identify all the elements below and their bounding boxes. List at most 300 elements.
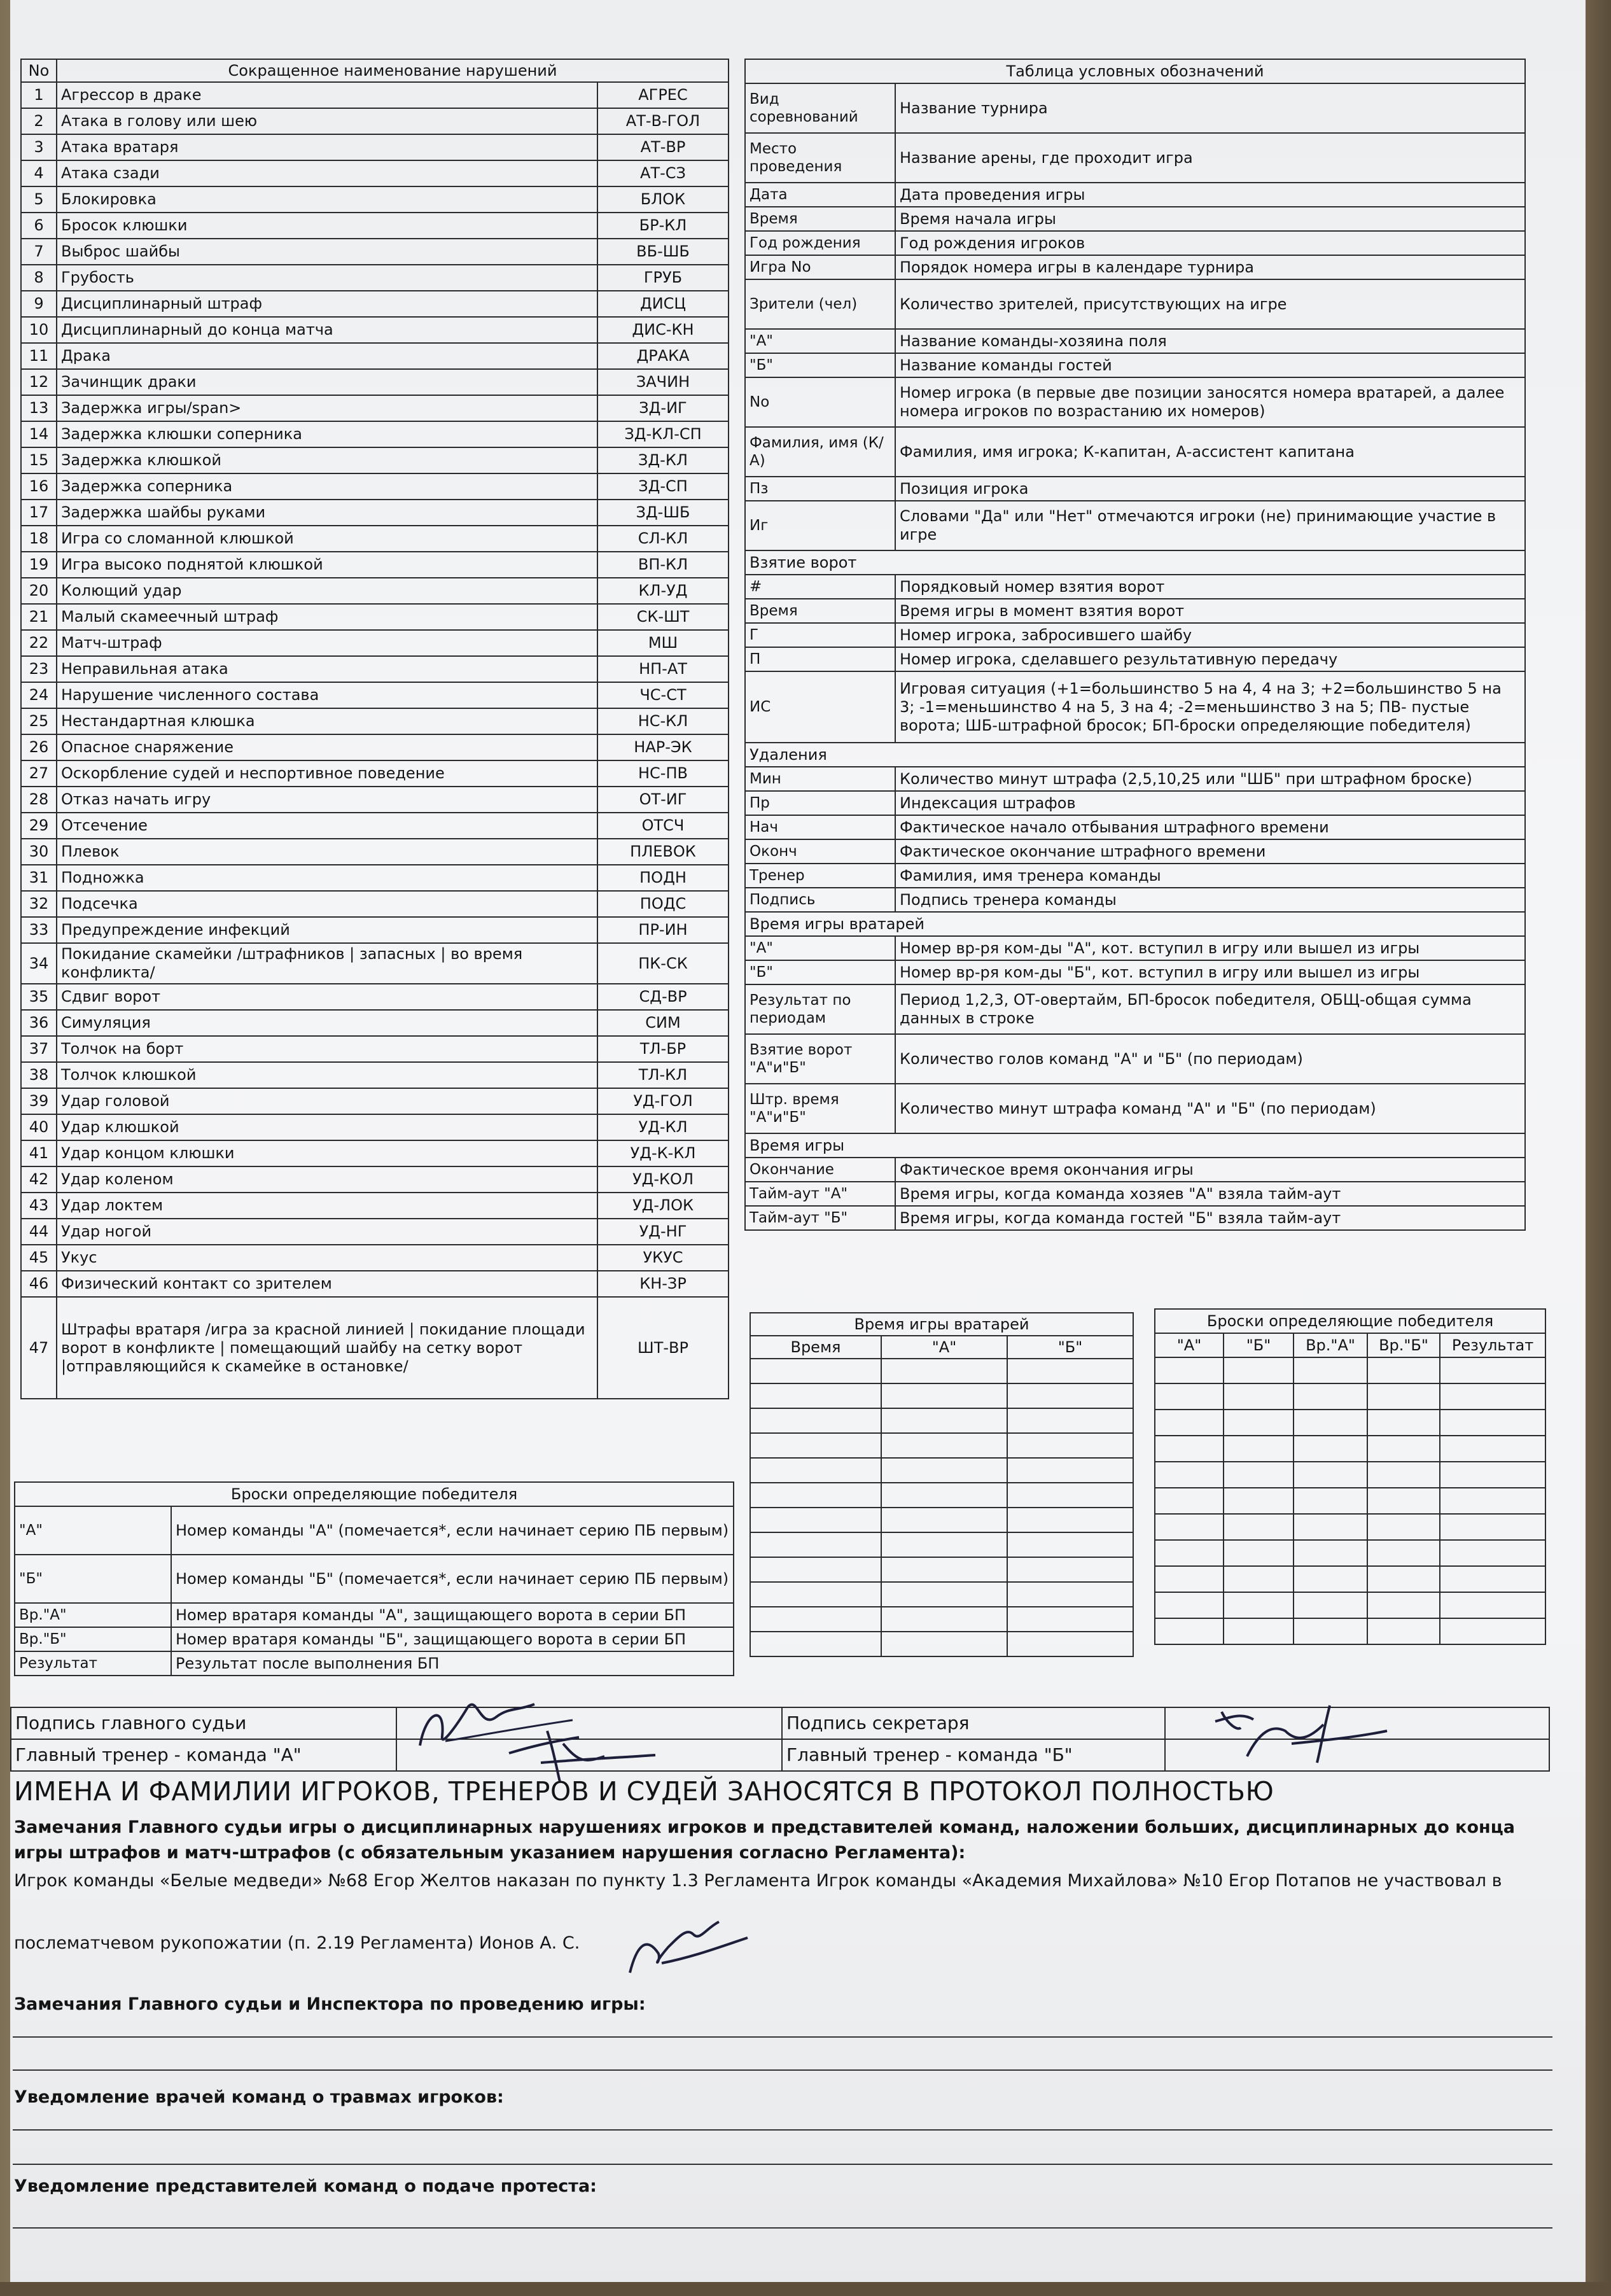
legend-key: Оконч: [745, 839, 895, 864]
goalie-time-cell[interactable]: [1007, 1557, 1133, 1582]
shootout-cell[interactable]: [1224, 1383, 1294, 1410]
shootout-cell[interactable]: [1294, 1436, 1367, 1462]
shootout-cell[interactable]: [1294, 1540, 1367, 1566]
table-row: [750, 1607, 1133, 1632]
shootout-cell[interactable]: [1367, 1436, 1440, 1462]
violation-number: 10: [21, 317, 57, 343]
violation-name: Отказ начать игру: [57, 787, 597, 813]
shootout-legend-key: "А": [15, 1506, 171, 1555]
shootout-cell[interactable]: [1224, 1592, 1294, 1618]
goalie-time-header: Время: [750, 1336, 881, 1359]
legend-key: Дата: [745, 183, 895, 207]
legend-description: Фактическое окончание штрафного времени: [895, 839, 1525, 864]
shootout-cell[interactable]: [1440, 1540, 1545, 1566]
violation-abbreviation: ЗД-КЛ: [597, 447, 729, 473]
shootout-cell[interactable]: [1367, 1592, 1440, 1618]
shootout-result-header: Результат: [1440, 1333, 1545, 1357]
legend-row: [745, 984, 1525, 1034]
legend-row: [745, 255, 1525, 279]
shootout-cell[interactable]: [1440, 1383, 1545, 1410]
goalie-time-cell[interactable]: [1007, 1532, 1133, 1557]
shootout-cell[interactable]: [1367, 1357, 1440, 1383]
shootout-grid-title: Броски определяющие победителя: [1155, 1309, 1545, 1333]
violation-number: 30: [21, 839, 57, 865]
violation-name: Удар головой: [57, 1088, 597, 1114]
goalie-time-cell[interactable]: [750, 1483, 881, 1508]
legend-key: Год рождения: [745, 231, 895, 255]
legend-section-title: Время игры: [745, 1133, 1525, 1158]
violation-abbreviation: ВБ-ШБ: [597, 239, 729, 265]
table-row: [1155, 1488, 1545, 1514]
violation-number: 37: [21, 1036, 57, 1062]
violation-abbreviation: ОТСЧ: [597, 813, 729, 839]
violation-name: Неправильная атака: [57, 656, 597, 682]
violation-number: 44: [21, 1219, 57, 1245]
goalie-time-cell[interactable]: [1007, 1582, 1133, 1607]
shootout-cell[interactable]: [1224, 1357, 1294, 1383]
legend-description: Время начала игры: [895, 207, 1525, 231]
violation-name: Удар коленом: [57, 1166, 597, 1193]
legend-row: [745, 1206, 1525, 1230]
legend-section-row: [745, 1133, 1525, 1158]
legend-key: Окончание: [745, 1158, 895, 1182]
shootout-cell[interactable]: [1155, 1540, 1224, 1566]
goalie-time-cell[interactable]: [1007, 1408, 1133, 1433]
table-row: [21, 865, 729, 891]
legend-row: [745, 960, 1525, 984]
goalie-time-cell[interactable]: [881, 1359, 1007, 1383]
shootout-cell[interactable]: [1224, 1462, 1294, 1488]
violation-abbreviation: НС-ПВ: [597, 760, 729, 787]
shootout-grid-table: [1154, 1308, 1546, 1645]
shootout-cell[interactable]: [1367, 1462, 1440, 1488]
shootout-cell[interactable]: [1440, 1566, 1545, 1592]
shootout-legend-key: Вр."Б": [15, 1627, 171, 1651]
table-row: [21, 787, 729, 813]
shootout-cell[interactable]: [1224, 1488, 1294, 1514]
goalie-time-cell[interactable]: [1007, 1383, 1133, 1408]
goalie-time-cell[interactable]: [750, 1532, 881, 1557]
shootout-cell[interactable]: [1440, 1410, 1545, 1436]
goalie-time-cell[interactable]: [750, 1408, 881, 1433]
legend-row: [745, 427, 1525, 477]
shootout-cell[interactable]: [1155, 1514, 1224, 1540]
shootout-cell[interactable]: [1367, 1566, 1440, 1592]
table-row: [21, 213, 729, 239]
legend-key: Время: [745, 599, 895, 623]
goalie-time-cell[interactable]: [750, 1359, 881, 1383]
shootout-cell[interactable]: [1294, 1514, 1367, 1540]
legend-description: Индексация штрафов: [895, 791, 1525, 815]
shootout-legend-row: [15, 1506, 734, 1555]
legend-key: Фамилия, имя (К/А): [745, 427, 895, 477]
table-row: [21, 1036, 729, 1062]
legend-description: Фамилия, имя игрока; К-капитан, А-ассистент капитана: [895, 427, 1525, 477]
protest-heading: Уведомление представителей команд о подаче протеста:: [14, 2176, 597, 2196]
legend-row: [745, 1182, 1525, 1206]
legend-section-row: [745, 912, 1525, 936]
table-row: [21, 917, 729, 943]
shootout-cell[interactable]: [1440, 1462, 1545, 1488]
violation-number: 1: [21, 82, 57, 108]
legend-description: Порядковый номер взятия ворот: [895, 575, 1525, 599]
goalie-time-cell[interactable]: [750, 1458, 881, 1483]
table-row: [21, 134, 729, 160]
table-row: [21, 734, 729, 760]
legend-description: Номер игрока (в первые две позиции заносятся номера вратарей, а далее номера игроков по возрастанию их номеров): [895, 377, 1525, 427]
shootout-cell[interactable]: [1367, 1383, 1440, 1410]
table-row: [21, 760, 729, 787]
remarks-text-line-2: послематчевом рукопожатии (п. 2.19 Регламента) Ионов А. С.: [14, 1933, 580, 1953]
violation-name: Агрессор в драке: [57, 82, 597, 108]
violation-abbreviation: ТЛ-КЛ: [597, 1062, 729, 1088]
shootout-goalie-b-header: Вр."Б": [1367, 1333, 1440, 1357]
legend-section-row: [745, 550, 1525, 575]
table-row: [750, 1433, 1133, 1458]
legend-description: Номер игрока, сделавшего результативную передачу: [895, 647, 1525, 671]
inspector-remarks-line-1[interactable]: [13, 2036, 1552, 2038]
violation-number: 16: [21, 473, 57, 500]
violation-number: 6: [21, 213, 57, 239]
table-row: [21, 82, 729, 108]
legend-description: Порядок номера игры в календаре турнира: [895, 255, 1525, 279]
legend-key: #: [745, 575, 895, 599]
violation-number: 41: [21, 1140, 57, 1166]
table-row: [21, 1271, 729, 1297]
violation-number: 45: [21, 1245, 57, 1271]
violation-abbreviation: НС-КЛ: [597, 708, 729, 734]
shootout-cell[interactable]: [1155, 1592, 1224, 1618]
shootout-cell[interactable]: [1294, 1488, 1367, 1514]
shootout-legend-description: Результат после выполнения БП: [171, 1651, 734, 1676]
goalie-time-cell[interactable]: [1007, 1508, 1133, 1532]
violation-abbreviation: ДРАКА: [597, 343, 729, 369]
legend-row: [745, 839, 1525, 864]
violation-number: 13: [21, 395, 57, 421]
shootout-cell[interactable]: [1155, 1462, 1224, 1488]
legend-key: Время: [745, 207, 895, 231]
shootout-cell[interactable]: [1155, 1383, 1224, 1410]
violation-abbreviation: ПР-ИН: [597, 917, 729, 943]
shootout-cell[interactable]: [1224, 1540, 1294, 1566]
goalie-time-cell[interactable]: [881, 1557, 1007, 1582]
violation-number: 24: [21, 682, 57, 708]
violation-number: 15: [21, 447, 57, 473]
shootout-cell[interactable]: [1294, 1462, 1367, 1488]
legend-table: [744, 59, 1526, 1231]
violation-name: Задержка клюшки соперника: [57, 421, 597, 447]
violation-name: Атака в голову или шею: [57, 108, 597, 134]
table-row: [750, 1582, 1133, 1607]
violation-abbreviation: СЛ-КЛ: [597, 526, 729, 552]
table-row: [21, 1010, 729, 1036]
shootout-cell[interactable]: [1155, 1618, 1224, 1644]
goalie-time-cell[interactable]: [750, 1508, 881, 1532]
goalie-time-cell[interactable]: [881, 1607, 1007, 1632]
shootout-legend-description: Номер вратаря команды "Б", защищающего ворота в серии БП: [171, 1627, 734, 1651]
shootout-cell[interactable]: [1440, 1618, 1545, 1644]
remarks-heading: Замечания Главного судьи игры о дисциплинарных нарушениях игроков и представителей команд, наложении больших, дисциплинарных до конца игры штрафов и матч-штрафов (с обязательным указанием нарушения согласно Регламента):: [14, 1817, 1515, 1863]
shootout-cell[interactable]: [1367, 1514, 1440, 1540]
shootout-cell[interactable]: [1224, 1618, 1294, 1644]
coach-b-signature-label: Главный тренер - команда "Б": [782, 1739, 1165, 1771]
table-row: [21, 447, 729, 473]
legend-key: Иг: [745, 501, 895, 550]
violation-number: 18: [21, 526, 57, 552]
legend-row: [745, 815, 1525, 839]
violation-abbreviation: ЗД-СП: [597, 473, 729, 500]
violation-name: Укус: [57, 1245, 597, 1271]
legend-row: [745, 791, 1525, 815]
violations-no-header: No: [21, 59, 57, 82]
legend-key: Тренер: [745, 864, 895, 888]
violation-name: Симуляция: [57, 1010, 597, 1036]
shootout-cell[interactable]: [1294, 1357, 1367, 1383]
legend-description: Фактическое начало отбывания штрафного времени: [895, 815, 1525, 839]
goalie-time-cell[interactable]: [881, 1458, 1007, 1483]
violations-table: [20, 59, 729, 1399]
table-row: [21, 1219, 729, 1245]
violation-number: 25: [21, 708, 57, 734]
violation-name: Игра со сломанной клюшкой: [57, 526, 597, 552]
shootout-cell[interactable]: [1294, 1566, 1367, 1592]
shootout-cell[interactable]: [1294, 1618, 1367, 1644]
goalie-time-cell[interactable]: [750, 1607, 881, 1632]
legend-key: Тайм-аут "А": [745, 1182, 895, 1206]
goalie-time-cell[interactable]: [750, 1582, 881, 1607]
violation-number: 3: [21, 134, 57, 160]
table-row: [21, 291, 729, 317]
violation-abbreviation: БЛОК: [597, 186, 729, 213]
table-row: [21, 1166, 729, 1193]
legend-row: [745, 353, 1525, 377]
shootout-goalie-a-header: Вр."А": [1294, 1333, 1367, 1357]
shootout-a-header: "А": [1155, 1333, 1224, 1357]
shootout-cell[interactable]: [1224, 1410, 1294, 1436]
secretary-signature: [1203, 1693, 1393, 1769]
violation-abbreviation: АТ-В-ГОЛ: [597, 108, 729, 134]
shootout-cell[interactable]: [1294, 1383, 1367, 1410]
violation-abbreviation: ЗД-КЛ-СП: [597, 421, 729, 447]
table-row: [750, 1508, 1133, 1532]
table-row: [21, 604, 729, 630]
violation-abbreviation: УД-КЛ: [597, 1114, 729, 1140]
legend-description: Словами "Да" или "Нет" отмечаются игроки (не) принимающие участие в игре: [895, 501, 1525, 550]
violation-abbreviation: УД-К-КЛ: [597, 1140, 729, 1166]
violation-name: Толчок на борт: [57, 1036, 597, 1062]
legend-key: Взятие ворот "А"и"Б": [745, 1034, 895, 1084]
goalie-time-cell[interactable]: [881, 1408, 1007, 1433]
shootout-cell[interactable]: [1155, 1410, 1224, 1436]
violation-name: Грубость: [57, 265, 597, 291]
table-row: [1155, 1514, 1545, 1540]
shootout-cell[interactable]: [1440, 1514, 1545, 1540]
legend-row: [745, 671, 1525, 743]
violation-abbreviation: АГРЕС: [597, 82, 729, 108]
violation-name: Матч-штраф: [57, 630, 597, 656]
legend-description: Номер вр-ря ком-ды "А", кот. вступил в игру или вышел из игры: [895, 936, 1525, 960]
violation-name: Толчок клюшкой: [57, 1062, 597, 1088]
table-surface: [0, 2282, 1611, 2296]
shootout-legend-description: Номер команды "А" (помечается*, если начинает серию ПБ первым): [171, 1506, 734, 1555]
goalie-time-cell[interactable]: [881, 1582, 1007, 1607]
table-row: [21, 500, 729, 526]
violation-number: 31: [21, 865, 57, 891]
goalie-time-cell[interactable]: [881, 1383, 1007, 1408]
shootout-cell[interactable]: [1440, 1436, 1545, 1462]
violation-name: Покидание скамейки /штрафников | запасных | во время конфликта/: [57, 943, 597, 984]
goalie-b-header: "Б": [1007, 1336, 1133, 1359]
legend-description: Время игры, когда команда гостей "Б" взяла тайм-аут: [895, 1206, 1525, 1230]
violation-abbreviation: ПОДС: [597, 891, 729, 917]
violation-name: Опасное снаряжение: [57, 734, 597, 760]
violation-number: 11: [21, 343, 57, 369]
violation-name: Плевок: [57, 839, 597, 865]
violation-abbreviation: ДИСЦ: [597, 291, 729, 317]
shootout-cell[interactable]: [1224, 1514, 1294, 1540]
legend-description: Количество зрителей, присутствующих на игре: [895, 279, 1525, 329]
violation-abbreviation: СИМ: [597, 1010, 729, 1036]
table-row: [750, 1383, 1133, 1408]
legend-description: Время игры в момент взятия ворот: [895, 599, 1525, 623]
legend-key: Пр: [745, 791, 895, 815]
goalie-time-cell[interactable]: [1007, 1483, 1133, 1508]
goalie-time-cell[interactable]: [1007, 1359, 1133, 1383]
violation-abbreviation: КЛ-УД: [597, 578, 729, 604]
shootout-cell[interactable]: [1224, 1436, 1294, 1462]
table-row: [21, 526, 729, 552]
goalie-time-cell[interactable]: [750, 1557, 881, 1582]
legend-row: [745, 279, 1525, 329]
shootout-cell[interactable]: [1367, 1488, 1440, 1514]
violation-name: Атака сзади: [57, 160, 597, 186]
injuries-line-1[interactable]: [13, 2129, 1552, 2131]
table-row: [1155, 1592, 1545, 1618]
goalie-time-cell[interactable]: [1007, 1458, 1133, 1483]
shootout-cell[interactable]: [1367, 1618, 1440, 1644]
legend-row: [745, 599, 1525, 623]
legend-row: [745, 647, 1525, 671]
legend-row: [745, 231, 1525, 255]
violation-number: 38: [21, 1062, 57, 1088]
violation-number: 7: [21, 239, 57, 265]
violation-name: Штрафы вратаря /игра за красной линией | покидание площади ворот в конфликте | помещающий шайбу на сетку ворот |отправляющийся к скамейке в остановке/: [57, 1297, 597, 1399]
violation-name: Физический контакт со зрителем: [57, 1271, 597, 1297]
violation-number: 33: [21, 917, 57, 943]
goalie-time-cell[interactable]: [881, 1532, 1007, 1557]
legend-description: Позиция игрока: [895, 477, 1525, 501]
legend-row: [745, 575, 1525, 599]
violation-abbreviation: АТ-СЗ: [597, 160, 729, 186]
shootout-cell[interactable]: [1440, 1592, 1545, 1618]
shootout-cell[interactable]: [1294, 1592, 1367, 1618]
violation-name: Удар локтем: [57, 1193, 597, 1219]
shootout-cell[interactable]: [1440, 1357, 1545, 1383]
legend-key: Зрители (чел): [745, 279, 895, 329]
violation-name: Оскорбление судей и неспортивное поведение: [57, 760, 597, 787]
violation-abbreviation: ДИС-КН: [597, 317, 729, 343]
violation-abbreviation: ЗД-ШБ: [597, 500, 729, 526]
inspector-remarks-line-2[interactable]: [13, 2069, 1552, 2071]
table-row: [21, 891, 729, 917]
shootout-cell[interactable]: [1155, 1566, 1224, 1592]
legend-key: ИС: [745, 671, 895, 743]
violation-abbreviation: УД-ГОЛ: [597, 1088, 729, 1114]
shootout-legend-row: [15, 1627, 734, 1651]
legend-key: "Б": [745, 960, 895, 984]
table-row: [21, 682, 729, 708]
legend-row: [745, 83, 1525, 133]
legend-description: Название команды-хозяина поля: [895, 329, 1525, 353]
legend-description: Период 1,2,3, ОТ-овертайм, БП-бросок победителя, ОБЩ-общая сумма данных в строке: [895, 984, 1525, 1034]
shootout-cell[interactable]: [1440, 1488, 1545, 1514]
shootout-legend-key: Результат: [15, 1651, 171, 1676]
injuries-line-2[interactable]: [13, 2164, 1552, 2165]
shootout-cell[interactable]: [1155, 1488, 1224, 1514]
violation-name: Зачинщик драки: [57, 369, 597, 395]
goalie-time-cell[interactable]: [881, 1433, 1007, 1458]
violation-abbreviation: НАР-ЭК: [597, 734, 729, 760]
shootout-cell[interactable]: [1367, 1540, 1440, 1566]
protest-line-1[interactable]: [13, 2227, 1552, 2229]
goalie-time-cell[interactable]: [881, 1632, 1007, 1656]
violation-number: 27: [21, 760, 57, 787]
violation-name: Задержка соперника: [57, 473, 597, 500]
violation-name: Задержка клюшкой: [57, 447, 597, 473]
table-row: [21, 656, 729, 682]
goalie-time-cell[interactable]: [750, 1433, 881, 1458]
violation-name: Удар концом клюшки: [57, 1140, 597, 1166]
table-row: [750, 1557, 1133, 1582]
shootout-cell[interactable]: [1224, 1566, 1294, 1592]
legend-section-title: Взятие ворот: [745, 550, 1525, 575]
shootout-legend-row: [15, 1651, 734, 1676]
shootout-cell[interactable]: [1155, 1436, 1224, 1462]
violation-number: 35: [21, 984, 57, 1010]
violation-number: 8: [21, 265, 57, 291]
goalie-time-cell[interactable]: [1007, 1607, 1133, 1632]
shootout-cell[interactable]: [1367, 1410, 1440, 1436]
goalie-time-cell[interactable]: [881, 1483, 1007, 1508]
violation-number: 26: [21, 734, 57, 760]
legend-description: Дата проведения игры: [895, 183, 1525, 207]
goalie-time-cell[interactable]: [1007, 1632, 1133, 1656]
table-row: [1155, 1357, 1545, 1383]
goalie-time-cell[interactable]: [750, 1383, 881, 1408]
shootout-legend-row: [15, 1555, 734, 1603]
violation-abbreviation: ПК-СК: [597, 943, 729, 984]
violation-abbreviation: ЗД-ИГ: [597, 395, 729, 421]
shootout-cell[interactable]: [1294, 1410, 1367, 1436]
goalie-time-cell[interactable]: [881, 1508, 1007, 1532]
legend-description: Название команды гостей: [895, 353, 1525, 377]
table-row: [750, 1483, 1133, 1508]
legend-key: Результат по периодам: [745, 984, 895, 1034]
violation-name: Задержка игры/span>: [57, 395, 597, 421]
inspector-remarks-heading: Замечания Главного судьи и Инспектора по проведению игры:: [14, 1994, 646, 2014]
violation-abbreviation: МШ: [597, 630, 729, 656]
shootout-cell[interactable]: [1155, 1357, 1224, 1383]
legend-description: Игровая ситуация (+1=большинство 5 на 4, 4 на 3; +2=большинство 5 на 3; -1=меньшинство 4 на 5, 3 на 4; -2=меньшинство 3 на 5; ПВ- пустые ворота; ШБ-штрафной бросок; БП-броски определяющие победителя): [895, 671, 1525, 743]
violation-abbreviation: КН-ЗР: [597, 1271, 729, 1297]
secretary-signature-label: Подпись секретаря: [782, 1707, 1165, 1739]
goalie-time-cell[interactable]: [1007, 1433, 1133, 1458]
legend-row: [745, 767, 1525, 791]
goalie-time-cell[interactable]: [750, 1632, 881, 1656]
legend-description: Количество минут штрафа команд "А" и "Б" (по периодам): [895, 1084, 1525, 1133]
table-row: [21, 630, 729, 656]
violation-number: 47: [21, 1297, 57, 1399]
